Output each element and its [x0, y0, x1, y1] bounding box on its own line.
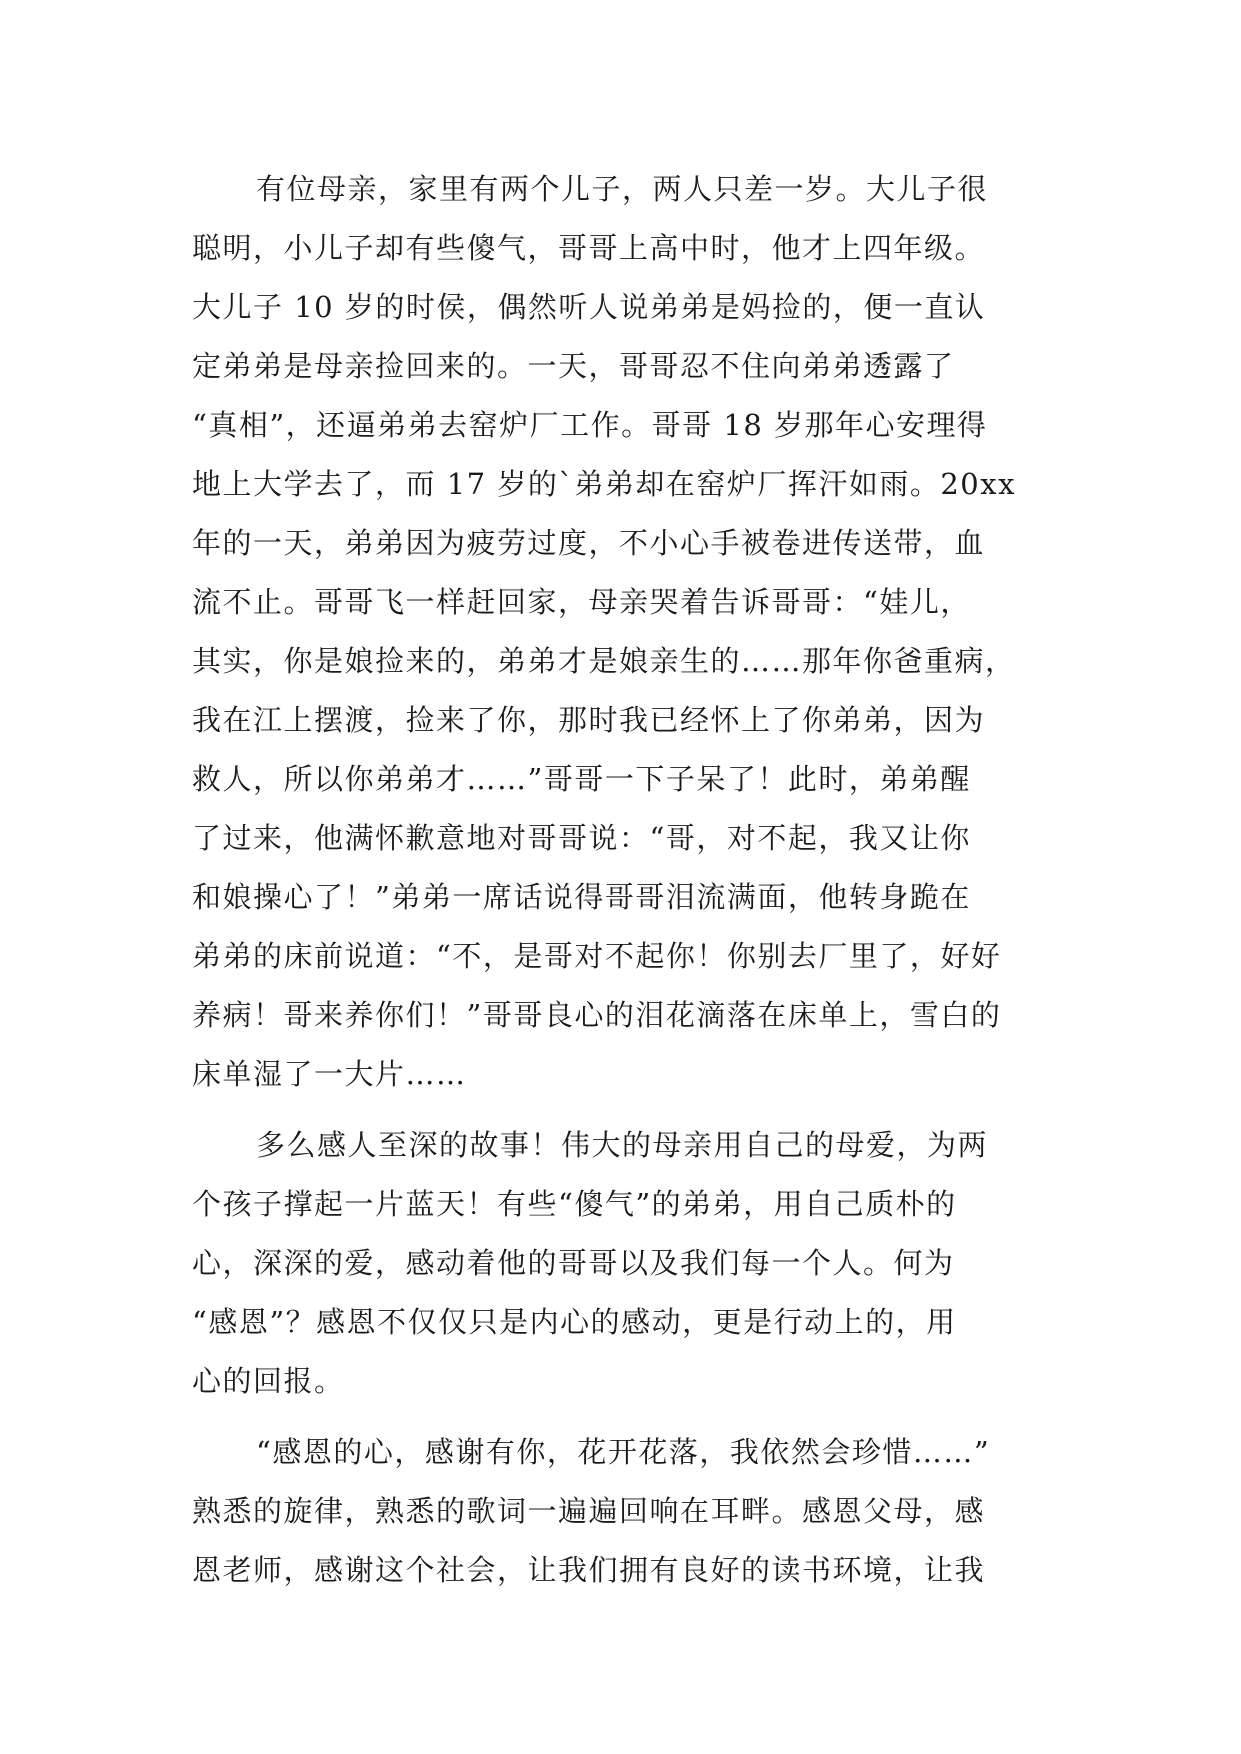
text-line: “感恩”？感恩不仅仅只是内心的感动，更是行动上的，用 [192, 1305, 957, 1339]
text-line: 养病！哥来养你们！”哥哥良心的泪花滴落在床单上，雪白的 [192, 998, 1002, 1032]
text-line: 熟悉的旋律，熟悉的歌词一遍遍回响在耳畔。感恩父母，感 [192, 1494, 986, 1528]
text-line: 床单湿了一大片…… [192, 1057, 467, 1091]
text-line: 定弟弟是母亲捡回来的。一天，哥哥忍不住向弟弟透露了 [192, 349, 955, 383]
text-line: 心，深深的爱，感动着他的哥哥以及我们每一个人。何为 [192, 1246, 955, 1280]
text-line: 流不止。哥哥飞一样赶回家，母亲哭着告诉哥哥：“娃儿， [192, 585, 971, 619]
text-line: 有位母亲，家里有两个儿子，两人只差一岁。大儿子很 [256, 172, 989, 206]
paragraph-3 [192, 1423, 1072, 1600]
text-line: 大儿子 10 岁的时侯，偶然听人说弟弟是妈捡的，便一直认 [192, 290, 986, 324]
text-line: 和娘操心了！”弟弟一席话说得哥哥泪流满面，他转身跪在 [192, 880, 971, 914]
paragraph-2 [192, 1116, 1072, 1411]
document-body [192, 160, 1072, 1600]
text-line: 个孩子撑起一片蓝天！有些“傻气”的弟弟，用自己质朴的 [192, 1187, 957, 1221]
paragraph-spacer [192, 1104, 1072, 1116]
text-line: 弟弟的床前说道：“不，是哥对不起你！你别去厂里了，好好 [192, 939, 1002, 973]
text-line: 多么感人至深的故事！伟大的母亲用自己的母爱，为两 [256, 1128, 989, 1162]
text-line: 救人，所以你弟弟才……”哥哥一下子呆了！此时，弟弟醒 [192, 762, 971, 796]
text-line: 心的回报。 [192, 1364, 345, 1398]
text-line: 我在江上摆渡，捡来了你，那时我已经怀上了你弟弟，因为 [192, 703, 986, 737]
text-line: 恩老师，感谢这个社会，让我们拥有良好的读书环境，让我 [192, 1553, 986, 1587]
text-line: 聪明，小儿子却有些傻气，哥哥上高中时，他才上四年级。 [192, 231, 986, 265]
text-line: 地上大学去了，而 17 岁的`弟弟却在窑炉厂挥汗如雨。20xx [192, 467, 1016, 501]
paragraph-1 [192, 160, 1072, 1104]
paragraph-spacer [192, 1411, 1072, 1423]
text-line: 年的一天，弟弟因为疲劳过度，不小心手被卷进传送带，血 [192, 526, 986, 560]
text-line: “真相”，还逼弟弟去窑炉厂工作。哥哥 18 岁那年心安理得 [192, 408, 988, 442]
text-line: 了过来，他满怀歉意地对哥哥说：“哥，对不起，我又让你 [192, 821, 971, 855]
text-line: 其实，你是娘捡来的，弟弟才是娘亲生的……那年你爸重病， [192, 644, 1016, 678]
text-line: “感恩的心，感谢有你，花开花落，我依然会珍惜……” [256, 1435, 991, 1469]
